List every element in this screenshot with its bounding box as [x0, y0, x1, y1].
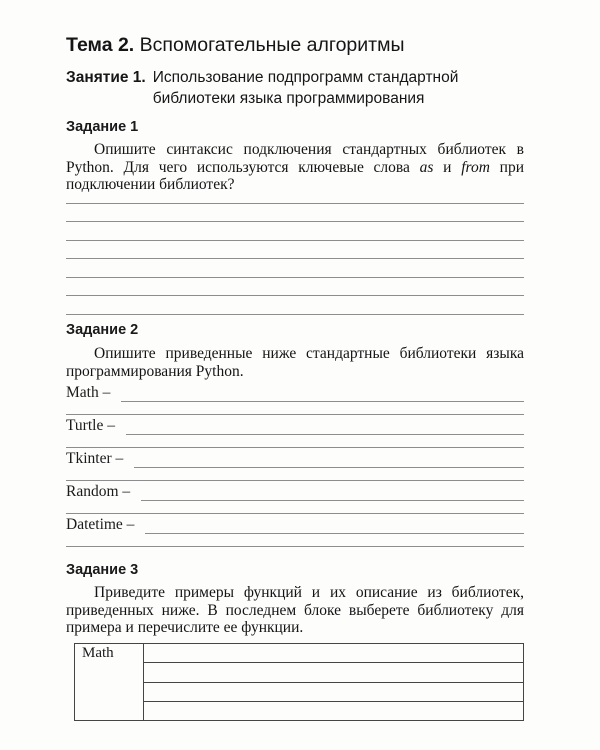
answer-line: [66, 204, 524, 223]
answer-line: [121, 401, 524, 402]
theme-heading: [66, 33, 524, 57]
task2-library-list: [66, 382, 524, 547]
answer-line: [66, 241, 524, 260]
answer-line: [66, 468, 524, 481]
table-answer-row: [144, 702, 523, 720]
theme-title: Вспомогательные алгоритмы: [139, 34, 405, 56]
table-row-header: Math: [75, 644, 144, 720]
answer-line: [141, 500, 524, 501]
library-entry-random: [66, 481, 524, 514]
task1-text-part1: Опишите синтаксис подключения стандартных библиотек в Python. Для чего используются ключевые слова: [66, 141, 524, 176]
session-title: Использование подпрограмм стандартной библиотеки языка программирования: [152, 69, 459, 107]
library-entry-turtle: [66, 415, 524, 448]
session-heading: [66, 67, 524, 109]
task1-keyword-from: from: [461, 158, 490, 176]
library-label: Tkinter –: [66, 450, 124, 467]
task1-keyword-as: as: [419, 158, 434, 176]
library-entry-tkinter: [66, 448, 524, 481]
table-answer-row: [144, 644, 523, 663]
answer-line: [66, 296, 524, 315]
answer-line: [134, 467, 524, 468]
answer-line: [66, 222, 524, 241]
session-label: Занятие 1.: [66, 69, 146, 86]
answer-line: [66, 435, 524, 448]
table-answer-row: [144, 663, 523, 682]
task2-heading: Задание 2: [66, 322, 139, 338]
task1-answer-lines: [66, 185, 524, 315]
task1-text-part2: и: [433, 158, 462, 176]
answer-line: [145, 533, 524, 534]
task1-heading: Задание 1: [66, 119, 139, 135]
answer-line: [66, 278, 524, 297]
library-entry-datetime: [66, 514, 524, 547]
theme-label: Тема 2.: [66, 34, 135, 56]
answer-line: [126, 434, 524, 435]
task3-table: [74, 643, 524, 721]
answer-line: [66, 402, 524, 415]
table-answer-row: [144, 683, 523, 702]
answer-line: [66, 259, 524, 278]
task3-heading: Задание 3: [66, 562, 139, 578]
task2-text: Опишите приведенные ниже стандартные библиотеки языка программирования Python.: [66, 345, 524, 380]
library-label: Math –: [66, 384, 111, 401]
answer-line: [66, 185, 524, 204]
library-entry-math: [66, 382, 524, 415]
library-label: Datetime –: [66, 516, 135, 533]
library-label: Turtle –: [66, 417, 115, 434]
answer-line: [66, 501, 524, 514]
task1-text-part3: при подключении библиотек?: [66, 158, 525, 193]
task3-text: Приведите примеры функций и их описание из библиотек, приведенных ниже. В последнем блоке выберете библиотеку для примера и перечислите ее функции.: [66, 584, 524, 636]
library-label: Random –: [66, 483, 131, 500]
table-answer-column: [144, 644, 523, 720]
answer-line: [66, 534, 524, 547]
